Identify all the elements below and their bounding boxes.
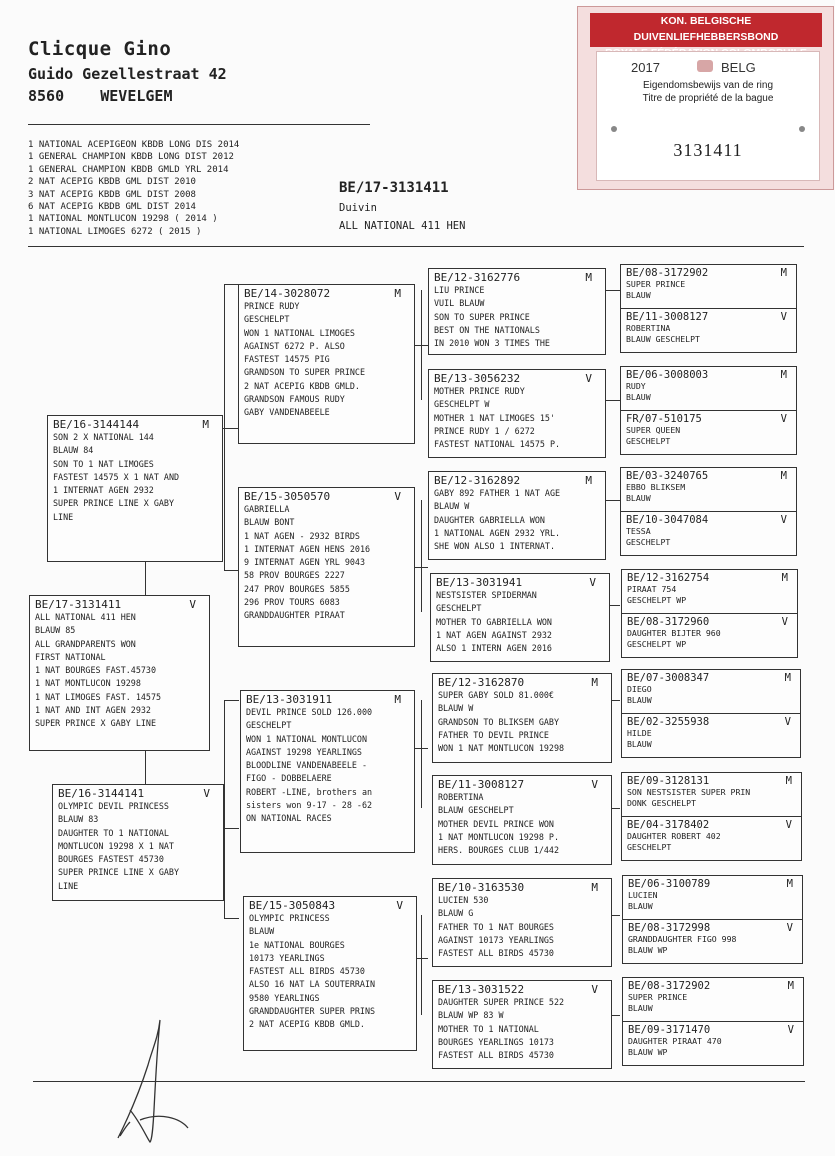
sex-marker: V: [591, 983, 598, 996]
ring-number: BE/12-3162870: [438, 676, 525, 689]
card-line: DIEGO: [627, 684, 652, 694]
card-line: SHE WON ALSO 1 INTERNAT.: [434, 541, 556, 552]
card-line: TESSA: [626, 526, 651, 536]
card-line: BLAUW: [627, 739, 652, 750]
pedigree-card-dam: [52, 784, 224, 901]
pedigree-card-gen4: [621, 816, 802, 861]
card-line: SUPER PRINCE LINE X GABY: [58, 867, 180, 878]
card-line: BLAUW: [626, 392, 651, 403]
connector: [606, 500, 620, 501]
card-line: 2 NAT ACEPIG KBDB GMLD.: [244, 380, 360, 391]
connector: [421, 500, 422, 612]
pedigree-card-gen2: [238, 284, 415, 444]
card-line: GESCHELPT: [246, 720, 292, 731]
ring-number: BE/11-3008127: [626, 311, 709, 323]
pedigree-card-gen2: [240, 690, 415, 853]
ring-number: BE/12-3162892: [434, 474, 521, 487]
owner-city-line: [28, 87, 173, 105]
card-line: 9 INTERNAT AGEN YRL 9043: [244, 557, 366, 568]
card-line: BOURGES FASTEST 45730: [58, 854, 164, 865]
ring-number: BE/02-3255938: [627, 716, 710, 728]
card-line: 1 NATIONAL AGEN 2932 YRL.: [434, 527, 561, 538]
card-line: IN 2010 WON 3 TIMES THE: [434, 338, 550, 349]
card-line: ALSO 16 NAT LA SOUTERRAIN: [249, 979, 376, 990]
card-line: NESTSISTER SPIDERMAN: [436, 590, 537, 600]
sex-marker: M: [785, 775, 792, 787]
connector: [612, 915, 620, 916]
card-line: DAUGHTER ROBERT 402: [627, 831, 721, 841]
ring-number: BE/10-3047084: [626, 514, 709, 526]
card-line: DONK GESCHELPT: [627, 798, 697, 809]
card-line: GRANDSON TO BLIKSEM GABY: [438, 716, 560, 727]
pedigree-card-gen4: [620, 308, 797, 353]
connector: [416, 958, 428, 959]
ring-number: BE/16-3144144: [53, 418, 140, 431]
card-line: 1 NAT LIMOGES FAST. 14575: [35, 691, 162, 702]
card-line: SUPER PRINCE X GABY LINE: [35, 718, 157, 729]
card-line: OLYMPIC DEVIL PRINCESS: [58, 801, 169, 811]
card-line: 58 PROV BOURGES 2227: [244, 570, 345, 581]
card-line: PRINCE RUDY 1 / 6272: [434, 425, 535, 436]
card-line: FASTEST ALL BIRDS 45730: [438, 948, 554, 959]
card-line: AGAINST 10173 YEARLINGS: [438, 934, 554, 945]
card-line: GABRIELLA: [244, 504, 290, 514]
card-line: BLAUW: [626, 493, 651, 504]
card-line: BLAUW: [627, 695, 652, 706]
achievement-item: 1 GENERAL CHAMPION KBDB GMLD YRL 2014: [28, 164, 229, 175]
connector: [612, 1015, 620, 1016]
card-line: MOTHER TO GABRIELLA WON: [436, 616, 552, 627]
card-line: FASTEST NATIONAL 14575 P.: [434, 439, 561, 450]
card-line: MOTHER TO 1 NATIONAL: [438, 1023, 539, 1034]
ring-number: FR/07-510175: [626, 413, 702, 425]
pedigree-card-subject: [29, 595, 210, 751]
card-line: BLAUW G: [438, 908, 474, 919]
pedigree-card-gen3: [428, 268, 606, 355]
pedigree-card-gen3: [428, 471, 606, 560]
connector: [224, 700, 225, 918]
sex-marker: V: [394, 490, 401, 503]
card-line: GABY VANDENABEELE: [244, 407, 330, 418]
sex-marker: M: [781, 572, 788, 584]
ring-number: BE/16-3144141: [58, 787, 145, 800]
card-line: BLAUW: [628, 901, 653, 912]
stamp-country: BELG: [721, 60, 756, 75]
sex-marker: V: [785, 819, 792, 831]
card-line: LINE: [58, 880, 79, 891]
ring-number: BE/15-3050570: [244, 490, 331, 503]
card-line: GESCHELPT: [626, 436, 671, 447]
card-line: BLAUW WP: [628, 1047, 668, 1058]
connector: [224, 918, 239, 919]
card-line: BLAUW W: [434, 501, 470, 512]
pedigree-card-sire: [47, 415, 223, 562]
achievement-item: 2 NAT ACEPIG KBDB GML DIST 2010: [28, 177, 196, 188]
card-line: 2 NAT ACEPIG KBDB GMLD.: [249, 1019, 365, 1030]
card-line: 1e NATIONAL BOURGES: [249, 939, 345, 950]
owner-city: WEVELGEM: [100, 87, 173, 105]
card-line: 1 INTERNAT AGEN HENS 2016: [244, 543, 371, 554]
card-line: 1 NAT AGEN AGAINST 2932: [436, 629, 552, 640]
card-line: BEST ON THE NATIONALS: [434, 324, 540, 335]
card-line: GESCHELPT: [244, 314, 290, 325]
pedigree-card-gen3: [432, 980, 612, 1069]
stamp-header: [590, 13, 822, 47]
card-line: FASTEST 14575 X 1 NAT AND: [53, 471, 180, 482]
stamp-text-nl: Eigendomsbewijs van de ring: [642, 80, 774, 91]
achievement-item: 1 NATIONAL MONTLUCON 19298 ( 2014 ): [28, 214, 218, 225]
card-line: GRANDDAUGHTER FIGO 998: [628, 934, 737, 944]
card-line: 1 NAT BOURGES FAST.45730: [35, 665, 157, 676]
card-line: BLAUW GESCHELPT: [438, 805, 514, 816]
sex-marker: V: [589, 576, 596, 589]
card-line: 1 INTERNAT AGEN 2932: [53, 485, 154, 496]
card-line: GESCHELPT W: [434, 399, 490, 410]
card-line: sisters won 9-17 - 28 -62: [246, 800, 373, 811]
sex-marker: M: [784, 672, 791, 684]
card-line: SON 2 X NATIONAL 144: [53, 432, 154, 442]
main-description: ALL NATIONAL 411 HEN: [339, 220, 466, 232]
card-line: RUDY: [626, 381, 646, 391]
card-line: BLAUW W: [438, 703, 474, 714]
sex-marker: V: [780, 413, 787, 425]
connector: [224, 284, 239, 285]
card-line: ROBERTINA: [626, 323, 671, 333]
achievement-item: 1 NATIONAL ACEPIGEON KBDB LONG DIS 2014: [28, 140, 240, 150]
card-line: GESCHELPT WP: [627, 639, 687, 650]
card-line: DAUGHTER PIRAAT 470: [628, 1036, 722, 1046]
card-line: BLAUW WP: [628, 945, 668, 956]
card-line: SUPER QUEEN: [626, 425, 681, 435]
pedigree-card-gen4: [622, 977, 804, 1022]
pedigree-card-gen3: [430, 573, 610, 662]
card-line: GRANDSON TO SUPER PRINCE: [244, 367, 366, 378]
ring-number: BE/11-3008127: [438, 778, 525, 791]
handwritten-signature: [100, 1010, 210, 1150]
sex-marker: V: [189, 598, 196, 611]
owner-street: Guido Gezellestraat 42: [28, 65, 227, 83]
ring-number: BE/08-3172902: [626, 267, 709, 279]
ring-number: BE/14-3028072: [244, 287, 331, 300]
card-line: GESCHELPT: [627, 842, 672, 853]
card-line: 1 NAT AND INT AGEN 2932: [35, 705, 151, 716]
sex-marker: M: [202, 418, 209, 431]
card-line: GESCHELPT WP: [627, 595, 687, 606]
card-line: VUIL BLAUW: [434, 298, 485, 309]
ring-number: BE/12-3162754: [627, 572, 710, 584]
card-line: ROBERT -LINE, brothers an: [246, 786, 373, 797]
card-line: AGAINST 6272 P. ALSO: [244, 340, 345, 351]
card-line: PRINCE RUDY: [244, 301, 300, 311]
pedigree-card-gen4: [620, 511, 797, 556]
card-line: 296 PROV TOURS 6083: [244, 597, 340, 608]
connector: [606, 290, 620, 291]
card-line: WON 1 NATIONAL MONTLUCON: [246, 733, 368, 744]
card-line: SUPER GABY SOLD 81.000€: [438, 690, 554, 700]
ring-number: BE/10-3163530: [438, 881, 525, 894]
stamp-year: 2017: [631, 60, 660, 75]
pedigree-card-gen2: [238, 487, 415, 647]
card-line: BLAUW: [626, 290, 651, 301]
pedigree-card-gen4: [621, 569, 798, 614]
ring-number: BE/08-3172998: [628, 922, 711, 934]
card-line: 1 NAT MONTLUCON 19298 P.: [438, 831, 560, 842]
sex-marker: V: [780, 514, 787, 526]
section-divider: [28, 246, 804, 247]
card-line: SON TO 1 NAT LIMOGES: [53, 458, 154, 469]
ring-number: BE/03-3240765: [626, 470, 709, 482]
sex-marker: M: [591, 881, 598, 894]
owner-postal: 8560: [28, 87, 65, 105]
sex-marker: M: [780, 369, 787, 381]
card-line: ON NATIONAL RACES: [246, 813, 332, 824]
pedigree-card-gen3: [432, 775, 612, 865]
sex-marker: M: [585, 271, 592, 284]
card-line: LUCIEN 530: [438, 895, 489, 905]
card-line: 247 PROV BOURGES 5855: [244, 583, 350, 594]
sex-marker: V: [780, 311, 787, 323]
connector: [421, 915, 422, 1015]
card-line: ALSO 1 INTERN AGEN 2016: [436, 643, 552, 654]
connector: [145, 562, 146, 595]
card-line: 10173 YEARLINGS: [249, 952, 325, 963]
card-line: GRANDSON FAMOUS RUDY: [244, 394, 345, 405]
achievement-item: 1 GENERAL CHAMPION KBDB LONG DIST 2012: [28, 152, 234, 163]
card-line: GESCHELPT: [436, 603, 482, 614]
sex-marker: M: [585, 474, 592, 487]
sex-marker: M: [786, 878, 793, 890]
card-line: BLAUW 85: [35, 625, 76, 636]
card-line: AGAINST 19298 YEARLINGS: [246, 746, 362, 757]
ring-number: BE/15-3050843: [249, 899, 336, 912]
connector: [224, 284, 225, 570]
ring-number: BE/13-3031941: [436, 576, 523, 589]
stamp-ring-number: 3131411: [673, 140, 743, 160]
pedigree-card-gen4: [620, 467, 797, 512]
connector: [421, 700, 422, 808]
card-line: SON TO SUPER PRINCE: [434, 311, 530, 322]
stamp-certificate: [596, 51, 820, 181]
card-line: MOTHER DEVIL PRINCE WON: [438, 818, 554, 829]
punch-hole-icon: [611, 126, 617, 132]
sex-marker: V: [396, 899, 403, 912]
card-line: ROBERTINA: [438, 792, 484, 802]
card-line: FIGO - DOBBELAERE: [246, 773, 332, 784]
card-line: ALL GRANDPARENTS WON: [35, 638, 136, 649]
card-line: SUPER PRINCE: [626, 279, 686, 289]
stamp-org-nl: KON. BELGISCHE DUIVENLIEFHEBBERSBOND: [633, 15, 779, 43]
card-line: LIU PRINCE: [434, 285, 485, 295]
card-line: MOTHER 1 NAT LIMOGES 15': [434, 412, 556, 423]
ring-number: BE/12-3162776: [434, 271, 521, 284]
card-line: BLAUW BONT: [244, 517, 295, 528]
pedigree-card-gen3: [428, 369, 606, 458]
card-line: HILDE: [627, 728, 652, 738]
card-line: FIRST NATIONAL: [35, 651, 106, 662]
card-line: BLAUW: [249, 926, 275, 937]
ring-number: BE/09-3128131: [627, 775, 710, 787]
sex-marker: M: [591, 676, 598, 689]
ring-number: BE/06-3008003: [626, 369, 709, 381]
pedigree-card-gen4: [621, 772, 802, 817]
ring-number: BE/09-3171470: [628, 1024, 711, 1036]
card-line: BLAUW WP 83 W: [438, 1010, 504, 1021]
card-line: DAUGHTER GABRIELLA WON: [434, 514, 545, 525]
ring-number: BE/04-3178402: [627, 819, 710, 831]
ring-number: BE/08-3172960: [627, 616, 710, 628]
card-line: GRANDDAUGHTER SUPER PRINS: [249, 1006, 376, 1017]
card-line: SUPER PRINCE: [628, 992, 688, 1002]
card-line: 1 NAT MONTLUCON 19298: [35, 678, 141, 689]
pedigree-card-gen4: [621, 713, 801, 758]
card-line: FASTEST ALL BIRDS 45730: [438, 1050, 554, 1061]
owner-name: Clicque Gino: [28, 38, 172, 60]
ring-number: BE/17-3131411: [35, 598, 122, 611]
card-line: MOTHER PRINCE RUDY: [434, 386, 525, 396]
ring-number: BE/13-3056232: [434, 372, 521, 385]
achievement-item: 6 NAT ACEPIG KBDB GML DIST 2014: [28, 202, 196, 213]
main-sex: Duivin: [339, 202, 377, 214]
card-line: FATHER TO 1 NAT BOURGES: [438, 921, 554, 932]
pedigree-card-gen3: [432, 673, 612, 763]
sex-marker: V: [787, 1024, 794, 1036]
card-line: BLAUW 83: [58, 814, 99, 825]
sex-marker: V: [591, 778, 598, 791]
card-line: DAUGHTER BIJTER 960: [627, 628, 721, 638]
pedigree-card-gen4: [620, 264, 797, 309]
pedigree-card-gen3: [432, 878, 612, 967]
header-divider: [28, 124, 370, 125]
ring-number: BE/08-3172902: [628, 980, 711, 992]
card-line: DAUGHTER SUPER PRINCE 522: [438, 997, 565, 1007]
card-line: GESCHELPT: [626, 537, 671, 548]
sex-marker: V: [784, 716, 791, 728]
card-line: DEVIL PRINCE SOLD 126.000: [246, 707, 373, 717]
connector: [606, 400, 620, 401]
card-line: LUCIEN: [628, 890, 658, 900]
connector: [224, 570, 239, 571]
card-line: GRANDDAUGHTER PIRAAT: [244, 610, 345, 621]
pedigree-card-gen4: [620, 366, 797, 411]
sex-marker: M: [787, 980, 794, 992]
card-line: EBBO BLIKSEM: [626, 482, 686, 492]
sex-marker: V: [585, 372, 592, 385]
card-line: BLAUW GESCHELPT: [626, 334, 700, 345]
stamp-text-fr: Titre de propriété de la bague: [642, 93, 774, 104]
pedigree-card-gen4: [620, 410, 797, 455]
pedigree-card-gen4: [621, 669, 801, 714]
ring-number: BE/07-3008347: [627, 672, 710, 684]
card-line: DAUGHTER TO 1 NATIONAL: [58, 827, 169, 838]
ring-certificate-stamp: [577, 6, 834, 190]
card-line: FASTEST ALL BIRDS 45730: [249, 966, 365, 977]
card-line: GABY 892 FATHER 1 NAT AGE: [434, 488, 561, 498]
connector: [145, 751, 146, 784]
card-line: 9580 YEARLINGS: [249, 992, 320, 1003]
card-line: LINE: [53, 511, 74, 522]
card-line: 1 NAT AGEN - 2932 BIRDS: [244, 530, 360, 541]
card-line: FATHER TO DEVIL PRINCE: [438, 729, 549, 740]
card-line: OLYMPIC PRINCESS: [249, 913, 330, 923]
sex-marker: V: [203, 787, 210, 800]
pedigree-card-gen2: [243, 896, 417, 1051]
pedigree-card-gen4: [622, 1021, 804, 1066]
sex-marker: M: [780, 267, 787, 279]
card-line: SUPER PRINCE LINE X GABY: [53, 498, 175, 509]
sex-marker: M: [394, 287, 401, 300]
card-line: PIRAAT 754: [627, 584, 677, 594]
achievements-list: [28, 139, 239, 238]
card-line: WON 1 NATIONAL LIMOGES: [244, 327, 355, 338]
card-line: BLAUW 84: [53, 445, 94, 456]
sex-marker: M: [394, 693, 401, 706]
main-ring-number: BE/17-3131411: [339, 180, 449, 196]
pedigree-card-gen4: [621, 613, 798, 658]
pedigree-card-gen4: [622, 875, 803, 920]
sex-marker: V: [781, 616, 788, 628]
card-line: BLAUW: [628, 1003, 653, 1014]
sex-marker: V: [786, 922, 793, 934]
card-line: ALL NATIONAL 411 HEN: [35, 612, 136, 622]
connector: [421, 290, 422, 400]
card-line: WON 1 NAT MONTLUCON 19298: [438, 743, 565, 754]
ring-number: BE/13-3031911: [246, 693, 333, 706]
crown-icon: [697, 60, 713, 72]
sex-marker: M: [780, 470, 787, 482]
card-line: SON NESTSISTER SUPER PRIN: [627, 787, 751, 797]
achievement-item: 1 NATIONAL LIMOGES 6272 ( 2015 ): [28, 226, 202, 237]
card-line: FASTEST 14575 PIG: [244, 354, 330, 365]
achievement-item: 3 NAT ACEPIG KBDB GML DIST 2008: [28, 189, 196, 200]
ring-number: BE/06-3100789: [628, 878, 711, 890]
connector: [224, 700, 239, 701]
card-line: MONTLUCON 19298 X 1 NAT: [58, 840, 174, 851]
card-line: BLOODLINE VANDENABEELE -: [246, 760, 368, 771]
ring-number: BE/13-3031522: [438, 983, 525, 996]
card-line: HERS. BOURGES CLUB 1/442: [438, 845, 560, 856]
punch-hole-icon: [799, 126, 805, 132]
pedigree-card-gen4: [622, 919, 803, 964]
card-line: BOURGES YEARLINGS 10173: [438, 1036, 554, 1047]
